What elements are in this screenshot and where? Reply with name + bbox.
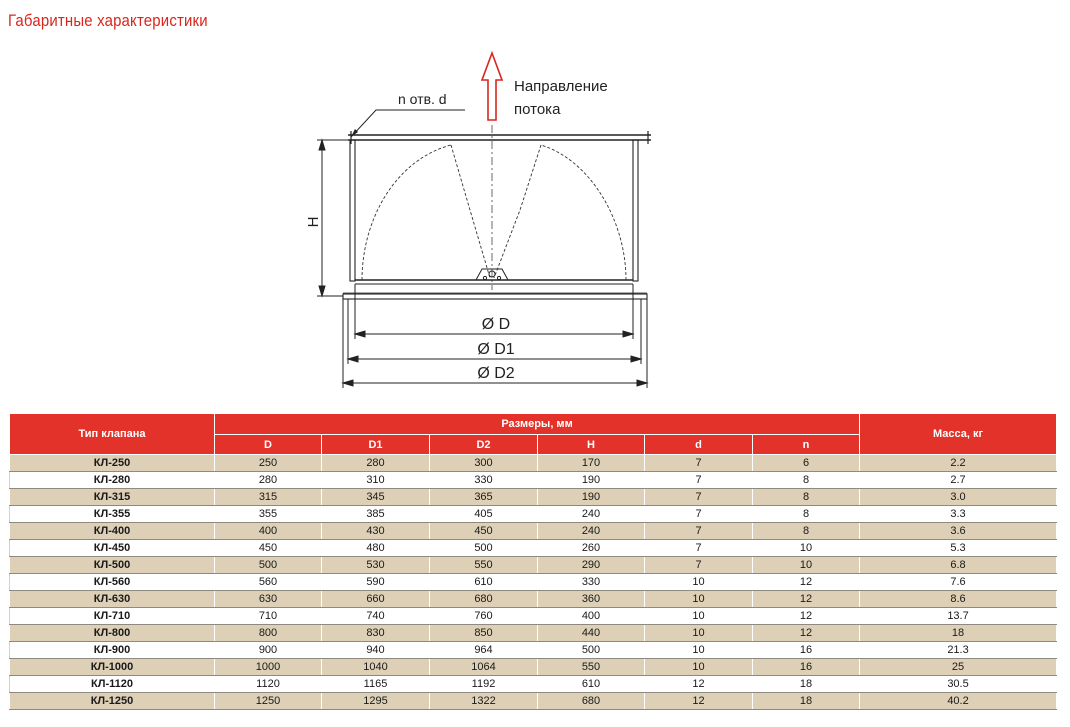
cell-h: 170: [538, 455, 645, 472]
cell-h: 190: [538, 489, 645, 506]
cell-mass: 13.7: [860, 608, 1057, 625]
cell-d: 10: [645, 642, 753, 659]
cell-mass: 5.3: [860, 540, 1057, 557]
cell-d: 7: [645, 523, 753, 540]
cell-d1: 940: [322, 642, 430, 659]
cell-d2: 300: [430, 455, 538, 472]
cell-d: 450: [215, 540, 322, 557]
cell-d1: 530: [322, 557, 430, 574]
cell-d: 1250: [215, 693, 322, 710]
cell-d2: 365: [430, 489, 538, 506]
cell-h: 680: [538, 693, 645, 710]
cell-h: 290: [538, 557, 645, 574]
cell-n: 16: [753, 642, 860, 659]
cell-mass: 6.8: [860, 557, 1057, 574]
cell-n: 10: [753, 540, 860, 557]
cell-d: 7: [645, 489, 753, 506]
cell-d1: 310: [322, 472, 430, 489]
table-row: [10, 659, 1057, 676]
cell-d2: 450: [430, 523, 538, 540]
cell-n: 12: [753, 625, 860, 642]
column-header-d: D: [215, 435, 322, 455]
cell-d: 560: [215, 574, 322, 591]
cell-h: 330: [538, 574, 645, 591]
cell-d: 10: [645, 608, 753, 625]
column-header-d2: D2: [430, 435, 538, 455]
cell-n: 18: [753, 676, 860, 693]
cell-n: 16: [753, 659, 860, 676]
cell-d1: 1165: [322, 676, 430, 693]
table-row: [10, 540, 1057, 557]
cell-h: 240: [538, 506, 645, 523]
dimension-d1-label: Ø D1: [477, 341, 515, 358]
mass-header: Масса, кг: [860, 414, 1057, 455]
cell-type: КЛ-1120: [10, 676, 215, 693]
cell-type: КЛ-1250: [10, 693, 215, 710]
cell-h: 500: [538, 642, 645, 659]
cell-mass: 2.2: [860, 455, 1057, 472]
cell-d: 630: [215, 591, 322, 608]
cell-d: 7: [645, 472, 753, 489]
valve-flaps: [362, 145, 626, 280]
dimension-d2-label: Ø D2: [477, 365, 515, 382]
cell-d: 12: [645, 693, 753, 710]
cell-n: 10: [753, 557, 860, 574]
cell-type: КЛ-630: [10, 591, 215, 608]
cell-mass: 2.7: [860, 472, 1057, 489]
cell-d1: 660: [322, 591, 430, 608]
column-header-d1: D1: [322, 435, 430, 455]
table-row: [10, 625, 1057, 642]
cell-d1: 280: [322, 455, 430, 472]
hole-label: n отв. d: [398, 91, 447, 107]
cell-d: 250: [215, 455, 322, 472]
cell-mass: 7.6: [860, 574, 1057, 591]
cell-type: КЛ-250: [10, 455, 215, 472]
cell-h: 550: [538, 659, 645, 676]
cell-type: КЛ-355: [10, 506, 215, 523]
cell-d2: 680: [430, 591, 538, 608]
cell-d: 1120: [215, 676, 322, 693]
cell-n: 12: [753, 574, 860, 591]
cell-d2: 850: [430, 625, 538, 642]
cell-n: 8: [753, 472, 860, 489]
cell-d: 10: [645, 659, 753, 676]
cell-mass: 3.0: [860, 489, 1057, 506]
cell-d1: 830: [322, 625, 430, 642]
cell-d: 900: [215, 642, 322, 659]
dims-header: Размеры, мм: [215, 414, 860, 435]
cell-n: 6: [753, 455, 860, 472]
table-row: [10, 591, 1057, 608]
cell-d: 500: [215, 557, 322, 574]
cell-d2: 964: [430, 642, 538, 659]
valve-drawing: [290, 40, 670, 390]
table-row: [10, 455, 1057, 472]
flow-label-line1: Направление: [514, 78, 608, 95]
cell-d: 7: [645, 540, 753, 557]
flow-label-line2: потока: [514, 101, 561, 118]
cell-mass: 30.5: [860, 676, 1057, 693]
table-row: [10, 676, 1057, 693]
cell-d1: 740: [322, 608, 430, 625]
cell-h: 610: [538, 676, 645, 693]
cell-d2: 1322: [430, 693, 538, 710]
column-header-hole-d: d: [645, 435, 753, 455]
page-title: Габаритные характеристики: [8, 11, 208, 30]
cell-d1: 430: [322, 523, 430, 540]
cell-d2: 405: [430, 506, 538, 523]
cell-h: 190: [538, 472, 645, 489]
table-row: [10, 693, 1057, 710]
cell-d1: 1040: [322, 659, 430, 676]
cell-d: 1000: [215, 659, 322, 676]
cell-h: 360: [538, 591, 645, 608]
cell-d: 10: [645, 591, 753, 608]
cell-d2: 1192: [430, 676, 538, 693]
cell-mass: 18: [860, 625, 1057, 642]
cell-type: КЛ-500: [10, 557, 215, 574]
cell-mass: 8.6: [860, 591, 1057, 608]
flow-arrow-icon: [482, 53, 502, 120]
cell-d: 7: [645, 557, 753, 574]
cell-h: 440: [538, 625, 645, 642]
cell-d1: 385: [322, 506, 430, 523]
cell-d: 710: [215, 608, 322, 625]
dimension-d-label: Ø D: [481, 316, 511, 333]
cell-d2: 550: [430, 557, 538, 574]
cell-mass: 3.6: [860, 523, 1057, 540]
specs-table: [9, 413, 1057, 710]
cell-type: КЛ-900: [10, 642, 215, 659]
valve-body: [343, 131, 651, 299]
cell-d: 7: [645, 455, 753, 472]
cell-d2: 330: [430, 472, 538, 489]
cell-n: 8: [753, 506, 860, 523]
column-header-n: n: [753, 435, 860, 455]
cell-d: 7: [645, 506, 753, 523]
cell-d1: 590: [322, 574, 430, 591]
table-row: [10, 608, 1057, 625]
cell-h: 400: [538, 608, 645, 625]
cell-d2: 760: [430, 608, 538, 625]
cell-type: КЛ-450: [10, 540, 215, 557]
cell-type: КЛ-400: [10, 523, 215, 540]
type-header: Тип клапана: [10, 414, 215, 455]
cell-d: 10: [645, 574, 753, 591]
cell-mass: 40.2: [860, 693, 1057, 710]
cell-d: 315: [215, 489, 322, 506]
cell-d2: 610: [430, 574, 538, 591]
table-row: [10, 557, 1057, 574]
cell-mass: 25: [860, 659, 1057, 676]
cell-d1: 345: [322, 489, 430, 506]
cell-mass: 21.3: [860, 642, 1057, 659]
cell-h: 240: [538, 523, 645, 540]
cell-type: КЛ-800: [10, 625, 215, 642]
column-header-h: H: [538, 435, 645, 455]
cell-n: 12: [753, 591, 860, 608]
table-row: [10, 574, 1057, 591]
cell-d2: 500: [430, 540, 538, 557]
cell-d: 12: [645, 676, 753, 693]
height-label: H: [305, 216, 322, 228]
cell-n: 12: [753, 608, 860, 625]
cell-d1: 1295: [322, 693, 430, 710]
cell-h: 260: [538, 540, 645, 557]
cell-type: КЛ-315: [10, 489, 215, 506]
cell-d: 800: [215, 625, 322, 642]
table-row: [10, 523, 1057, 540]
cell-d2: 1064: [430, 659, 538, 676]
cell-d: 280: [215, 472, 322, 489]
cell-type: КЛ-560: [10, 574, 215, 591]
cell-d: 400: [215, 523, 322, 540]
cell-n: 18: [753, 693, 860, 710]
cell-mass: 3.3: [860, 506, 1057, 523]
table-row: [10, 472, 1057, 489]
cell-n: 8: [753, 489, 860, 506]
cell-d: 10: [645, 625, 753, 642]
table-row: [10, 489, 1057, 506]
cell-d1: 480: [322, 540, 430, 557]
cell-type: КЛ-1000: [10, 659, 215, 676]
cell-n: 8: [753, 523, 860, 540]
cell-d: 355: [215, 506, 322, 523]
table-row: [10, 642, 1057, 659]
cell-type: КЛ-280: [10, 472, 215, 489]
table-row: [10, 506, 1057, 523]
hole-leader-line: [351, 110, 465, 137]
cell-type: КЛ-710: [10, 608, 215, 625]
